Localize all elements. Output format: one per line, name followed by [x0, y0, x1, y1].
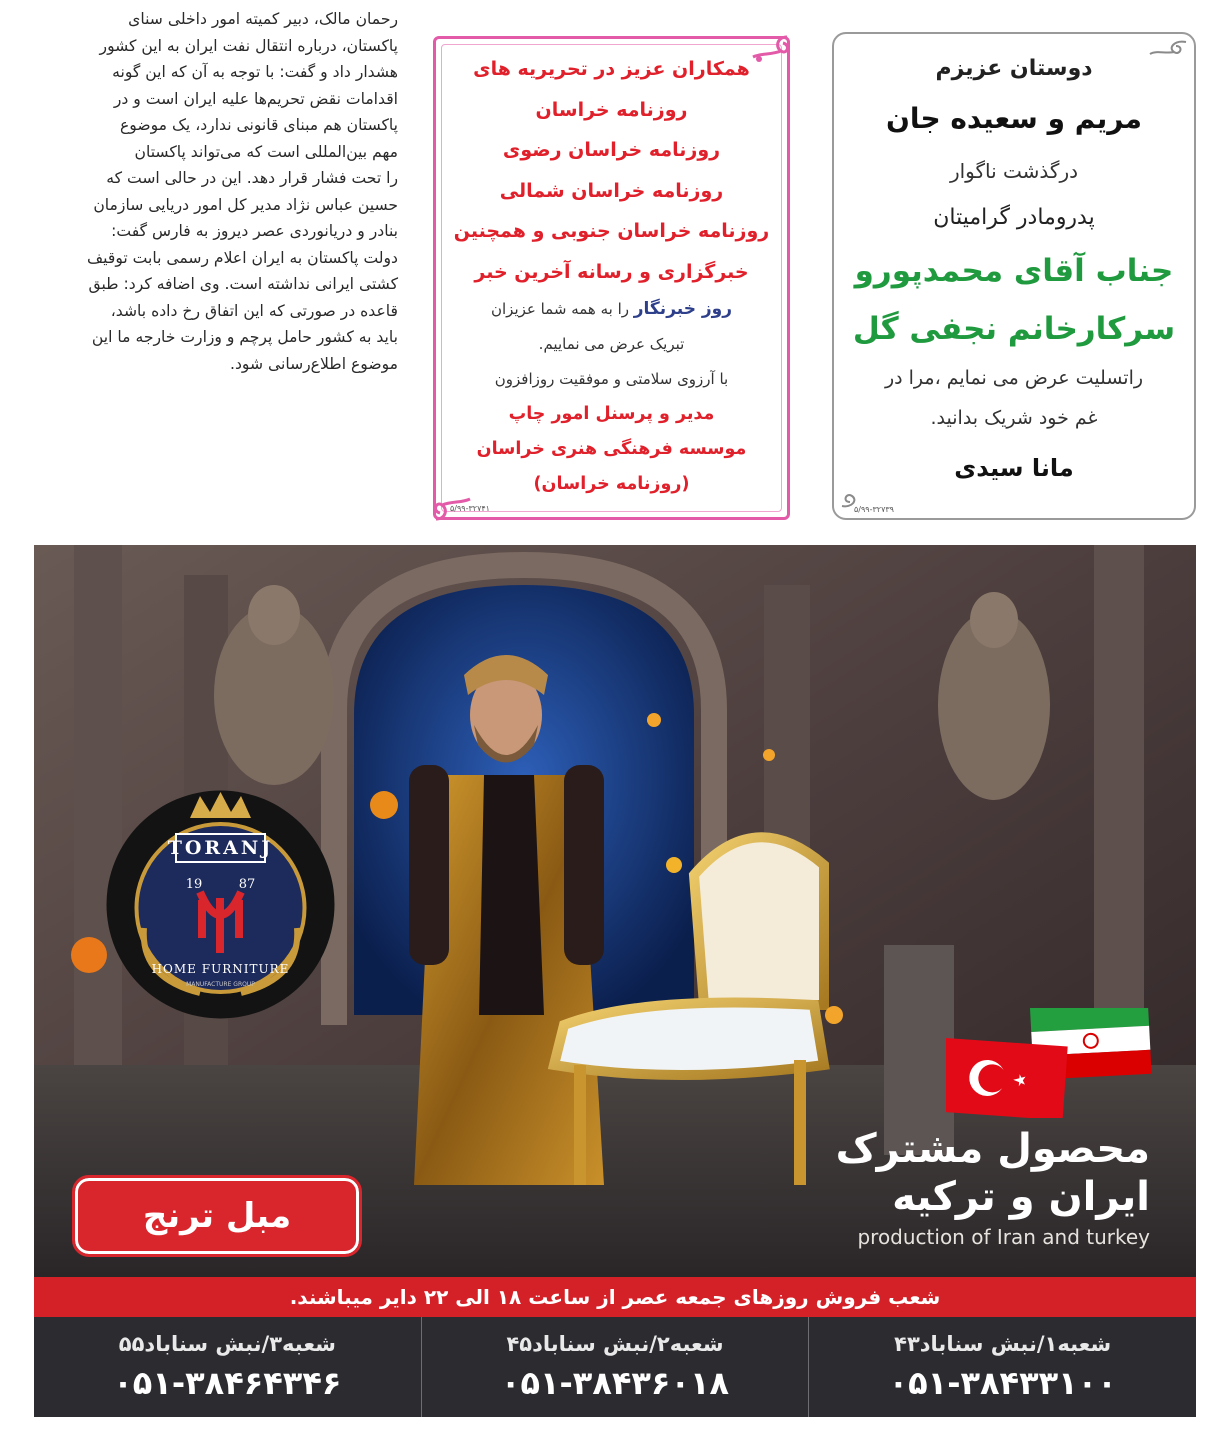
news-line: قاعده در صورتی که این اتفاق رخ داده باشد،: [110, 301, 398, 320]
notice-line: با آرزوی سلامتی و موفقیت روزافزون: [494, 370, 729, 388]
notice-line: [446, 292, 777, 327]
brand-name-badge: [75, 1178, 359, 1254]
notice-line: روزنامه خراسان: [535, 98, 688, 121]
notice-line: خبرگزاری و رسانه آخرین خبر: [474, 260, 749, 283]
toranj-logo: [104, 788, 337, 1021]
furniture-advertisement: [34, 545, 1196, 1417]
condolence-line: جناب آقای محمدپورو: [854, 253, 1174, 289]
branch-name: شعبه۳/نبش سناباد۵۵: [118, 1332, 336, 1356]
notice-line: روزنامه خراسان شمالی: [499, 179, 724, 202]
news-line: پاکستان، درباره انتقال نفت ایران به این کشور: [99, 36, 398, 55]
news-line: بنادر و دریانوردی عصر دیروز به فارس گفت:: [111, 222, 398, 240]
news-line: موضوع اطلاع‌رسانی شود.: [230, 354, 398, 373]
slogan-english: production of Iran and turkey: [857, 1225, 1150, 1249]
brand-name-text: مبل ترنج: [142, 1196, 292, 1236]
news-line: باید به کشور حامل پرچم و وزارت خارجه ما این: [91, 328, 398, 346]
branch-item: [421, 1317, 809, 1417]
news-line: هشدار داد و گفت: با توجه به آن که این گونه: [112, 63, 398, 81]
condolence-signature: مانا سیدی: [954, 454, 1074, 482]
notice-line: مدیر و پرسنل امور چاپ: [508, 404, 715, 424]
news-line: رحمان مالک، دبیر کمیته امور داخلی سنای: [128, 10, 398, 28]
journalist-day-highlight: روز خبرنگار: [633, 299, 733, 319]
condolence-notice: [832, 32, 1196, 520]
notice-code: ۵/۹۹-۳۲۷۳۹: [854, 505, 894, 514]
news-line: کشتی ایرانی نداشته است. وی اضافه کرد: طبق: [88, 275, 398, 293]
condolence-line: غم خود شریک بدانید.: [930, 407, 1098, 429]
condolence-line: مریم و سعیده جان: [886, 102, 1142, 135]
notice-line: روزنامه خراسان جنوبی و همچنین: [453, 220, 770, 242]
slogan-line: ایران و ترکیه: [892, 1174, 1150, 1220]
condolence-line: راتسلیت عرض می نمایم ،مرا در: [884, 367, 1144, 389]
condolence-line: درگذشت ناگوار: [949, 159, 1079, 183]
logo-ring-text: HOME FURNITURE: [151, 962, 290, 976]
logo-sub-text: MANUFACTURE GROUP: [186, 981, 255, 988]
condolence-line: دوستان عزیزم: [935, 56, 1093, 81]
news-line: دولت پاکستان به ایران اعلام رسمی بابت توقیف: [87, 248, 398, 267]
slogan-line: محصول مشترک: [835, 1126, 1150, 1172]
condolence-line: سرکارخانم نجفی گل: [852, 311, 1176, 347]
branch-name: شعبه۲/نبش سناباد۴۵: [506, 1332, 724, 1356]
news-article-column: [30, 6, 398, 466]
congratulations-notice: [433, 36, 790, 520]
sales-hours-bar: شعب فروش روزهای جمعه عصر از ساعت ۱۸ الی ۲۲ دایر میباشند.: [34, 1277, 1196, 1317]
notice-line: موسسه فرهنگی هنری خراسان: [476, 439, 747, 459]
news-line: پاکستان هم مبنای قانونی ندارد، یک موضوع: [119, 116, 398, 134]
branch-phone: ۰۵۱-۳۸۴۳۶۰۱۸: [500, 1364, 730, 1402]
iran-turkey-flags-icon: [946, 1008, 1156, 1118]
logo-year-left: 19: [185, 877, 203, 892]
logo-brand-text: TORANJ: [167, 837, 274, 859]
notice-text: را به همه شما عزیزان: [490, 300, 634, 318]
news-line: مهم بین‌المللی است که می‌تواند پاکستان: [134, 142, 398, 161]
branch-item: [34, 1317, 421, 1417]
branch-phone: ۰۵۱-۳۸۴۶۴۳۴۶: [113, 1364, 342, 1402]
notice-line: (روزنامه خراسان): [533, 474, 690, 494]
logo-year-right: 87: [238, 877, 256, 892]
notice-line: روزنامه خراسان رضوی: [502, 139, 721, 161]
ad-slogan: [836, 1125, 1150, 1249]
branch-list: [34, 1317, 1196, 1417]
notice-line: تبریک عرض می نماییم.: [538, 335, 685, 353]
condolence-line: پدرومادر گرامیتان: [933, 205, 1095, 230]
branch-item: [808, 1317, 1196, 1417]
notice-line: همکاران عزیز در تحریریه های: [473, 58, 750, 80]
branch-name: شعبه۱/نبش سناباد۴۳: [894, 1332, 1112, 1356]
notice-code: ۵/۹۹-۳۲۷۴۱: [450, 504, 490, 513]
news-line: را تحت فشار قرار دهد. این در حالی است که: [106, 169, 398, 187]
news-line: اقدامات نقض تحریم‌ها علیه ایران است و در: [113, 89, 398, 108]
news-line: حسین عباس نژاد مدیر کل امور دریایی سازمان: [93, 195, 398, 214]
branch-phone: ۰۵۱-۳۸۴۳۳۱۰۰: [888, 1364, 1117, 1402]
